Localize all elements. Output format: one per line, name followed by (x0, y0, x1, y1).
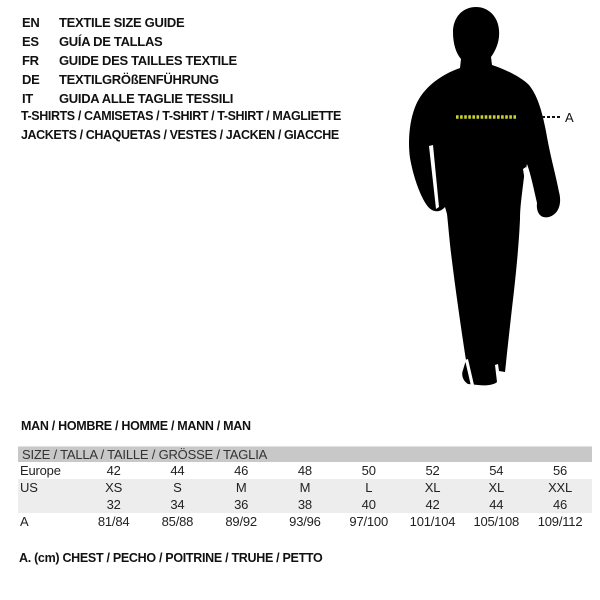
cell: XS (82, 479, 146, 496)
cell: 34 (146, 496, 210, 513)
cell: 44 (464, 496, 528, 513)
cell: 42 (106, 463, 121, 478)
size-guide-figure (398, 3, 578, 391)
size-table (18, 446, 592, 530)
table-row-europe (18, 462, 592, 479)
cell: 93/96 (289, 514, 321, 529)
cell: 48 (297, 463, 312, 478)
cell: 85/88 (161, 514, 194, 529)
cell: 109/112 (537, 514, 583, 529)
cell: 44 (170, 463, 185, 478)
row-label (18, 496, 82, 513)
section-title-man: MAN / HOMBRE / HOMME / MANN / MAN (21, 419, 251, 433)
cell: XXL (528, 479, 592, 496)
lang-row-fr (22, 51, 237, 70)
size-table-header: SIZE / TALLA / TAILLE / GRÖSSE / TAGLIA (18, 447, 592, 463)
cell: 56 (553, 463, 568, 478)
cell: 54 (489, 463, 504, 478)
cell: 101/104 (409, 514, 456, 529)
row-label: A (20, 514, 29, 529)
row-label: Europe (20, 463, 61, 478)
lang-label: GUIDA ALLE TAGLIE TESSILI (59, 91, 234, 106)
measurement-footnote: A. (cm) CHEST / PECHO / POITRINE / TRUHE / PETTO (19, 551, 323, 565)
lang-code: DE (22, 72, 40, 87)
category-tshirts: T-SHIRTS / CAMISETAS / T-SHIRT / T-SHIRT / MAGLIETTE (21, 109, 341, 123)
cell: 105/108 (473, 514, 520, 529)
table-row-chest-a (18, 513, 592, 530)
cell: M (273, 479, 337, 496)
lang-label: GUIDE DES TAILLES TEXTILE (59, 53, 237, 68)
cell: 81/84 (97, 514, 130, 529)
cell: 46 (528, 496, 592, 513)
lang-row-de (22, 70, 237, 89)
cell: 50 (361, 463, 376, 478)
cell: 36 (209, 496, 273, 513)
cell: S (146, 479, 210, 496)
man-silhouette (409, 7, 560, 385)
lang-row-en (22, 13, 237, 32)
lang-label: GUÍA DE TALLAS (59, 34, 163, 49)
lang-label: TEXTILE SIZE GUIDE (59, 15, 185, 30)
cell: 42 (401, 496, 465, 513)
lang-label: TEXTILGRÖßENFÜHRUNG (59, 72, 219, 87)
cell: 46 (234, 463, 249, 478)
cell: M (209, 479, 273, 496)
cell: 32 (82, 496, 146, 513)
row-label: US (18, 479, 82, 496)
cell: L (337, 479, 401, 496)
cell: XL (401, 479, 465, 496)
cell: 38 (273, 496, 337, 513)
man-silhouette-icon (398, 3, 578, 391)
lang-code: FR (22, 53, 39, 68)
category-jackets: JACKETS / CHAQUETAS / VESTES / JACKEN / GIACCHE (21, 127, 339, 142)
cell: 52 (425, 463, 440, 478)
lang-code: ES (22, 34, 39, 49)
cell: 40 (337, 496, 401, 513)
language-title-list (22, 13, 237, 108)
lang-row-it (22, 89, 237, 108)
cell: 97/100 (349, 514, 388, 529)
table-row-numeric (18, 496, 592, 513)
cell: 89/92 (225, 514, 257, 529)
lang-code: IT (22, 91, 33, 106)
garment-categories (21, 107, 341, 144)
cell: XL (464, 479, 528, 496)
table-row-us (18, 479, 592, 496)
lang-row-es (22, 32, 237, 51)
lang-code: EN (22, 15, 40, 30)
measure-label-a: A (565, 110, 574, 125)
size-table-header-row (18, 447, 592, 463)
